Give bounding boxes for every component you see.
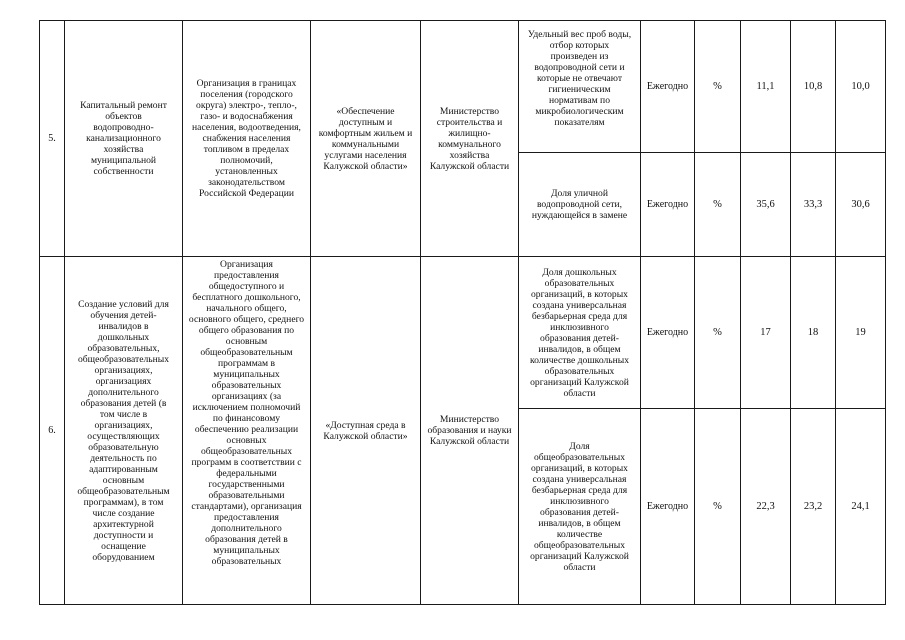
program-text: «Обеспечение доступным и комфортным жильем и коммунальными услугами населения Калужской области» [318, 105, 413, 172]
indicator-cell [519, 21, 641, 153]
event-cell [65, 21, 183, 257]
value-text: 24,1 [851, 501, 870, 512]
frequency-cell [641, 257, 695, 409]
value-text: 18 [807, 327, 819, 338]
unit-cell [695, 409, 741, 605]
ministry-cell [421, 257, 519, 605]
frequency-text: Ежегодно [646, 327, 689, 338]
authority-clip [184, 257, 309, 603]
value-cell-3 [836, 153, 886, 257]
value-text: 33,3 [803, 199, 823, 210]
ministry-text: Министерство строительства и жилищно- коммунального хозяйства Калужской области [429, 105, 510, 172]
event-cell [65, 257, 183, 605]
row-number [40, 257, 65, 605]
event-text: Создание условий для обучения детей- инвалидов в дошкольных образовательных, общеобразовательных организациях, организациях дополнительного образования детей (в том числе в организациях, осуществляющих образовательную деятельность по адаптированным основным общеобразовательным программам), в том числе создание архитектурной доступности и оснащение оборудованием [77, 298, 170, 563]
row-number-text: 6. [48, 425, 56, 436]
frequency-text: Ежегодно [646, 501, 689, 512]
value-cell-1 [741, 21, 791, 153]
frequency-text: Ежегодно [646, 199, 689, 210]
value-cell-3 [836, 257, 886, 409]
value-cell-2 [791, 409, 836, 605]
ministry-cell [421, 21, 519, 257]
value-text: 23,2 [803, 501, 823, 512]
frequency-cell [641, 409, 695, 605]
value-cell-2 [791, 153, 836, 257]
value-text: 10,8 [803, 81, 823, 92]
value-cell-1 [741, 257, 791, 409]
indicators-table [39, 20, 886, 605]
indicator-text: Доля уличной водопроводной сети, нуждающейся в замене [531, 188, 628, 221]
ministry-text: Министерство образования и науки Калужской области [427, 414, 512, 447]
program-text: «Доступная среда в Калужской области» [323, 419, 408, 442]
table-row [40, 257, 886, 409]
frequency-cell [641, 21, 695, 153]
unit-text: % [713, 327, 722, 338]
program-cell [311, 257, 421, 605]
row-number [40, 21, 65, 257]
authority-text: Организация в границах поселения (городского округа) электро-, тепло-, газо- и водоснабжения населения, водоотведения, снабжения населения топливом в пределах полномочий, установленных законодательством Российской Федерации [192, 78, 301, 199]
unit-text: % [713, 199, 722, 210]
authority-text: Организация предоставления общедоступного и бесплатного дошкольного, начального общего, основного общего, среднего общего образования по основным общеобразовательным программам в муниципальных образовательных организациях (за исключением полномочий по финансовому обеспечению реализации основных общеобразовательных программ в соответствии с федеральными государственными образовательными стандартами), организация предоставления дополнительного образования детей в муниципальных образовательных [188, 259, 305, 567]
value-text: 22,3 [756, 501, 775, 512]
table-row [40, 21, 886, 153]
value-cell-3 [836, 409, 886, 605]
value-cell-1 [741, 153, 791, 257]
value-cell-1 [741, 409, 791, 605]
indicator-cell [519, 409, 641, 605]
indicator-cell [519, 153, 641, 257]
value-cell-2 [791, 257, 836, 409]
indicator-cell [519, 257, 641, 409]
indicator-clip [520, 21, 639, 152]
value-text: 30,6 [851, 199, 870, 210]
unit-cell [695, 257, 741, 409]
indicator-text: Удельный вес проб воды, отбор которых произведен из водопроводной сети и которые не отвечают гигиеническим нормативам по микробиологическим показателям [527, 29, 632, 128]
value-cell-3 [836, 21, 886, 153]
unit-cell [695, 21, 741, 153]
value-text: 11,1 [756, 81, 775, 92]
value-text: 35,6 [756, 199, 775, 210]
value-cell-2 [791, 21, 836, 153]
event-text: Капитальный ремонт объектов водопроводно- канализационного хозяйства муниципальной собственности [80, 100, 167, 177]
frequency-cell [641, 153, 695, 257]
value-text: 10,0 [851, 81, 870, 92]
frequency-text: Ежегодно [646, 81, 689, 92]
unit-cell [695, 153, 741, 257]
unit-text: % [713, 81, 722, 92]
indicator-text: Доля общеобразовательных организаций, в которых создана универсальная безбарьерная среда для инклюзивного образования детей- инвалидов, в общем количестве общеобразовательных организаций Калужской области [530, 440, 629, 573]
authority-cell [183, 257, 311, 605]
authority-cell [183, 21, 311, 257]
row-number-text: 5. [48, 133, 56, 144]
unit-text: % [713, 501, 722, 512]
value-text: 17 [760, 327, 771, 338]
indicator-text: Доля дошкольных образовательных организаций, в которых создана универсальная безбарьерная среда для инклюзивного образования детей- инвалидов, в общем количестве дошкольных образовательных организаций Калужской области [529, 266, 630, 399]
value-text: 19 [855, 327, 866, 338]
program-cell [311, 21, 421, 257]
